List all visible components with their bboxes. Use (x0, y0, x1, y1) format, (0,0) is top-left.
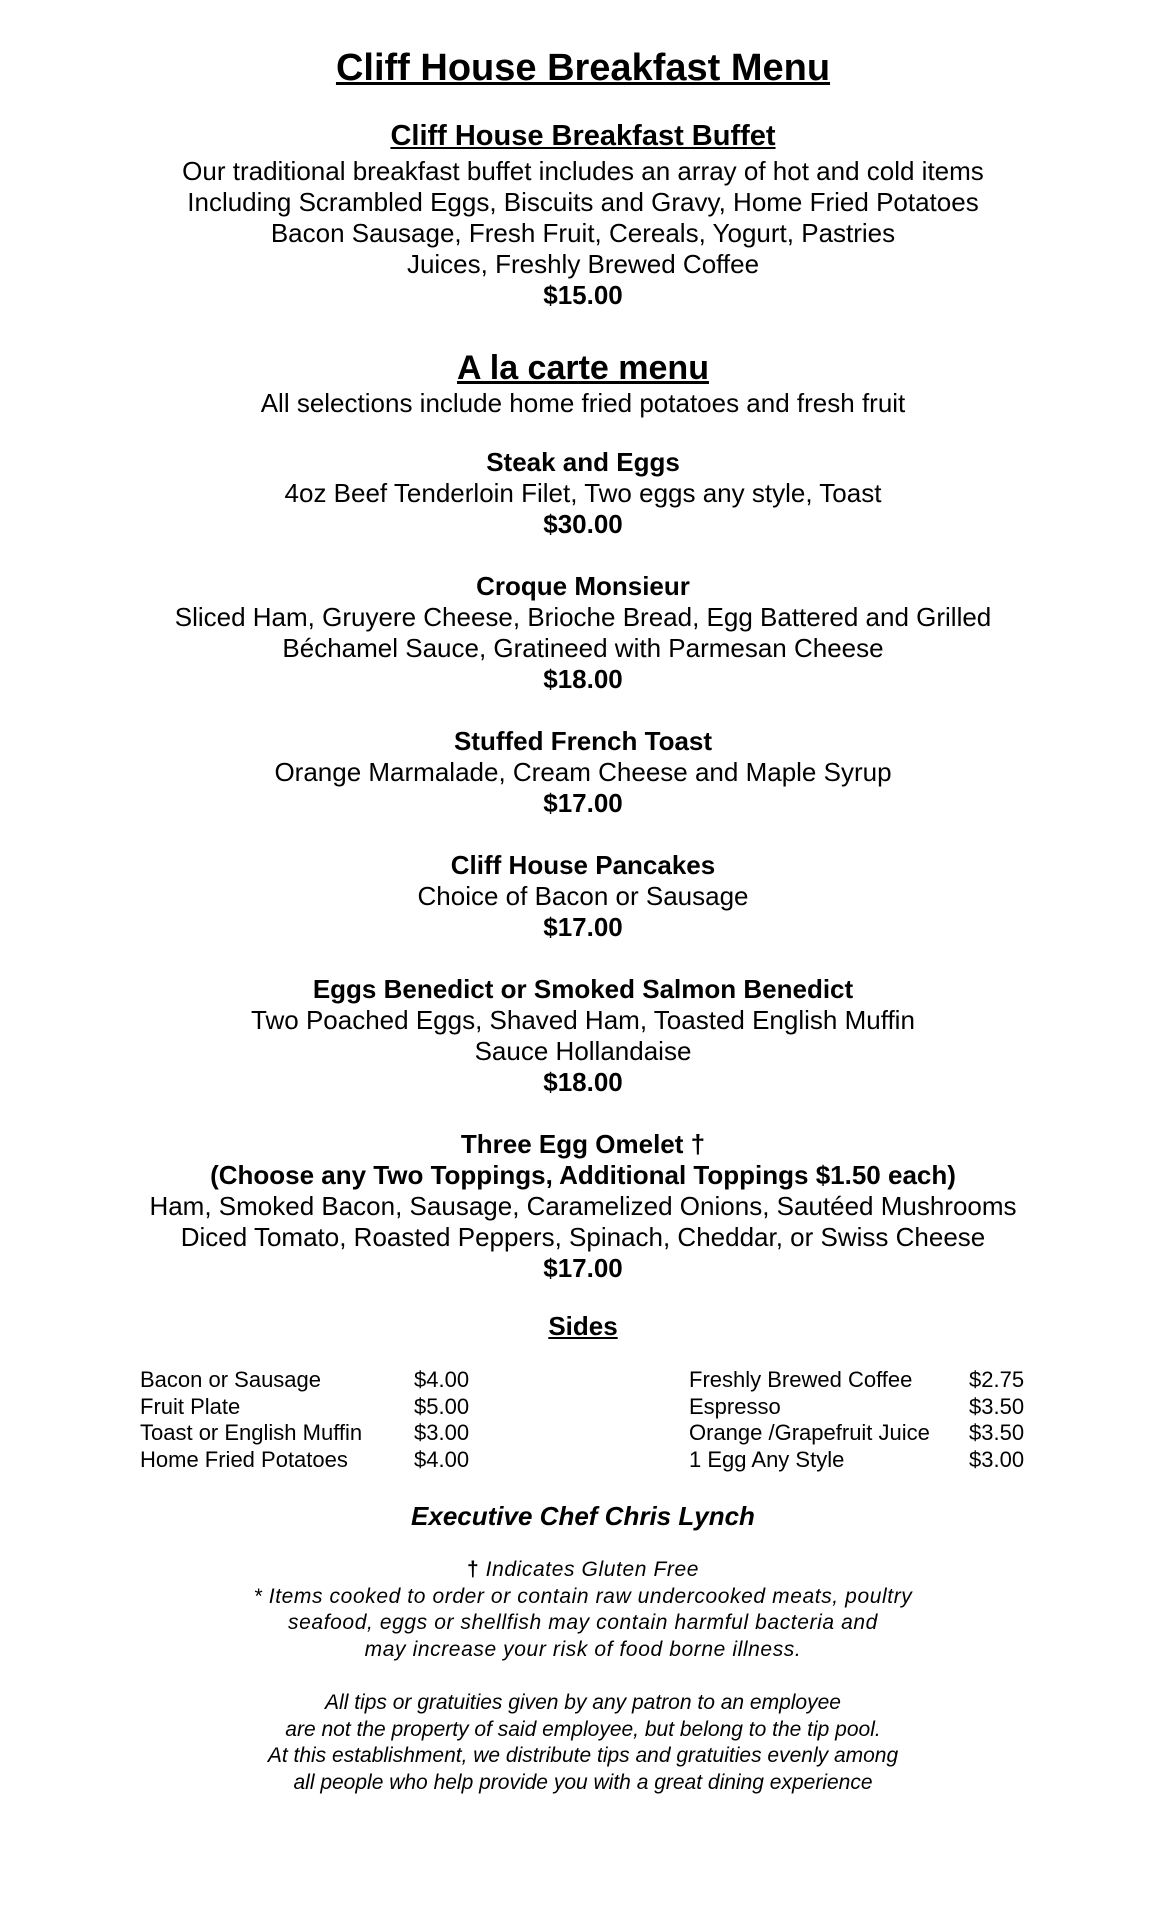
item-description: Sauce Hollandaise (474, 1036, 692, 1066)
tips-line: All tips or gratuities given by any patron to an employee (325, 1691, 841, 1714)
side-name: Espresso (689, 1393, 781, 1419)
item-name: Steak and Eggs (486, 447, 680, 477)
warning-line: * Items cooked to order or contain raw undercooked meats, poultry (253, 1584, 913, 1608)
side-name: Fruit Plate (140, 1393, 241, 1419)
gluten-free-text: Indicates Gluten Free (479, 1558, 700, 1581)
side-price: $3.00 (969, 1446, 1025, 1472)
side-name: Toast or English Muffin (140, 1420, 363, 1445)
sides-left-column (140, 1367, 469, 1473)
item-price: $18.00 (543, 664, 623, 694)
alacarte-subtitle: All selections include home fried potatoes and fresh fruit (260, 388, 906, 418)
side-price: $2.75 (969, 1367, 1025, 1392)
tips-line: are not the property of said employee, but belong to the tip pool. (285, 1717, 881, 1741)
tips-line: all people who help provide you with a great dining experience (293, 1770, 873, 1794)
item-description: Choice of Bacon or Sausage (417, 881, 749, 911)
side-row (140, 1394, 469, 1421)
side-row (140, 1420, 469, 1447)
alacarte-section (0, 348, 1166, 419)
side-price: $3.50 (969, 1393, 1025, 1419)
item-description: Sliced Ham, Gruyere Cheese, Brioche Bread, Egg Battered and Grilled (174, 602, 992, 632)
item-name: Three Egg Omelet † (460, 1129, 706, 1159)
side-row (689, 1447, 1024, 1474)
gluten-free-note (0, 1557, 1166, 1584)
item-name: Stuffed French Toast (453, 726, 713, 756)
menu-item-steak-and-eggs (0, 447, 1166, 540)
menu-item-pancakes (0, 850, 1166, 943)
menu-item-eggs-benedict (0, 974, 1166, 1098)
buffet-price: $15.00 (543, 280, 623, 310)
item-toppings-note: (Choose any Two Toppings, Additional Toppings $1.50 each) (210, 1160, 956, 1190)
tips-policy (0, 1690, 1166, 1796)
menu-title: Cliff House Breakfast Menu (335, 47, 831, 89)
side-price: $3.50 (969, 1420, 1025, 1445)
side-row (689, 1420, 1024, 1447)
sides-heading: Sides (548, 1311, 618, 1341)
menu-item-croque-monsieur (0, 571, 1166, 695)
sides-right-column (689, 1367, 1024, 1473)
buffet-description-line: Our traditional breakfast buffet includes an array of hot and cold items (182, 156, 984, 186)
executive-chef: Executive Chef Chris Lynch (411, 1501, 755, 1531)
side-name: Orange /Grapefruit Juice (689, 1420, 930, 1445)
item-name: Eggs Benedict or Smoked Salmon Benedict (312, 974, 854, 1004)
buffet-section (0, 116, 1166, 311)
item-price: $17.00 (543, 1253, 623, 1283)
item-name: Croque Monsieur (476, 571, 690, 601)
item-name: Cliff House Pancakes (450, 850, 716, 880)
item-price: $30.00 (543, 509, 623, 539)
menu-items (0, 447, 1166, 1315)
side-name: 1 Egg Any Style (689, 1446, 845, 1472)
side-price: $3.00 (414, 1420, 470, 1445)
item-description: Orange Marmalade, Cream Cheese and Maple Syrup (274, 757, 892, 787)
buffet-description-line: Juices, Freshly Brewed Coffee (406, 249, 760, 279)
side-price: $4.00 (414, 1446, 470, 1472)
alacarte-heading: A la carte menu (457, 349, 709, 387)
side-name: Home Fried Potatoes (140, 1446, 348, 1472)
item-price: $17.00 (543, 788, 623, 818)
side-name: Freshly Brewed Coffee (689, 1367, 913, 1392)
item-description: Two Poached Eggs, Shaved Ham, Toasted English Muffin (251, 1005, 915, 1035)
dietary-notes (0, 1557, 1166, 1663)
item-description: Béchamel Sauce, Gratineed with Parmesan Cheese (282, 633, 884, 663)
side-row (140, 1367, 469, 1394)
side-row (689, 1367, 1024, 1394)
buffet-description-line: Bacon Sausage, Fresh Fruit, Cereals, Yogurt, Pastries (270, 218, 896, 248)
side-row (140, 1447, 469, 1474)
buffet-description-line: Including Scrambled Eggs, Biscuits and Gravy, Home Fried Potatoes (187, 187, 979, 217)
item-description: 4oz Beef Tenderloin Filet, Two eggs any style, Toast (284, 478, 882, 508)
item-description: Diced Tomato, Roasted Peppers, Spinach, Cheddar, or Swiss Cheese (180, 1222, 986, 1252)
side-name: Bacon or Sausage (140, 1367, 322, 1392)
item-price: $17.00 (543, 912, 623, 942)
side-row (689, 1394, 1024, 1421)
side-price: $5.00 (414, 1393, 470, 1419)
dagger-symbol: † (466, 1558, 480, 1581)
buffet-heading: Cliff House Breakfast Buffet (390, 120, 776, 152)
item-description: Ham, Smoked Bacon, Sausage, Caramelized Onions, Sautéed Mushrooms (149, 1191, 1017, 1221)
tips-line: At this establishment, we distribute tips and gratuities evenly among (267, 1744, 899, 1767)
warning-line: seafood, eggs or shellfish may contain harmful bacteria and (288, 1611, 878, 1634)
side-price: $4.00 (414, 1367, 470, 1392)
menu-item-omelet (0, 1129, 1166, 1284)
warning-line: may increase your risk of food borne illness. (364, 1637, 802, 1661)
menu-item-stuffed-french-toast (0, 726, 1166, 819)
item-price: $18.00 (543, 1067, 623, 1097)
